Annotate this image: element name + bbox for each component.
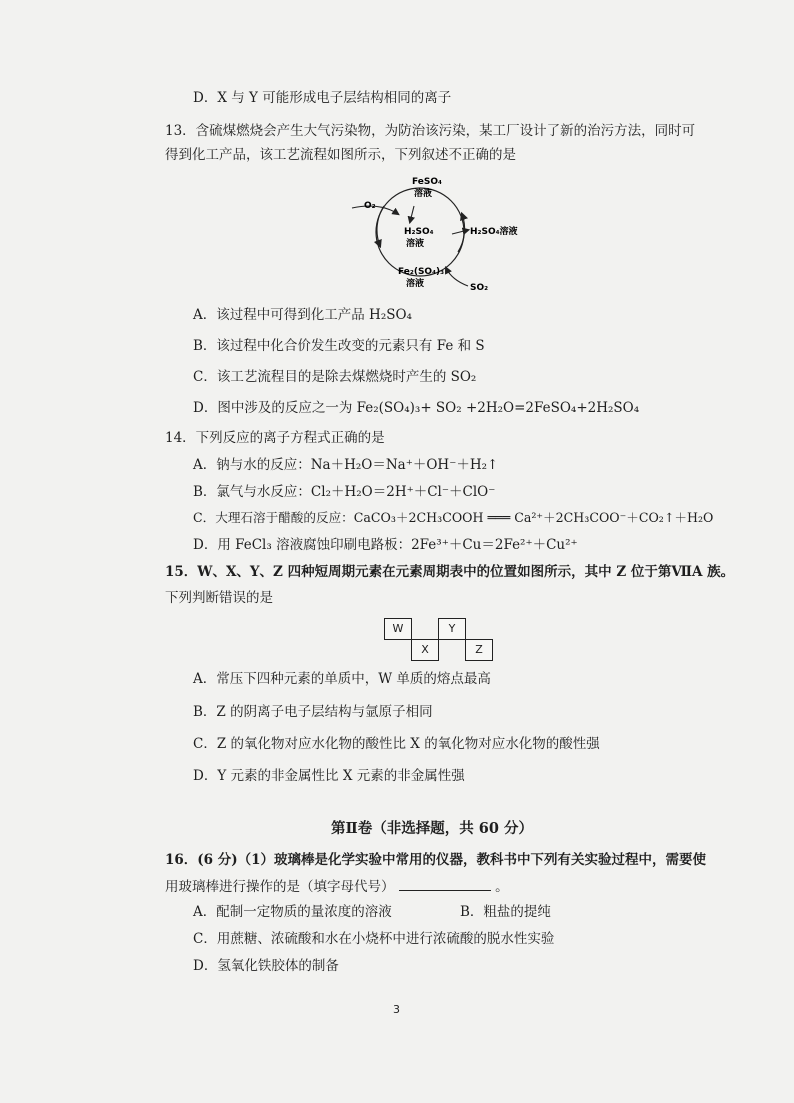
q12-option-d: D．X 与 Y 可能形成电子层结构相同的离子 bbox=[193, 90, 452, 106]
label-fe2so43-2: 溶液 bbox=[406, 279, 425, 289]
cycle-arrow-left bbox=[377, 206, 384, 246]
q14-option-b: B．氯气与水反应：Cl₂＋H₂O＝2H⁺＋Cl⁻＋ClO⁻ bbox=[193, 484, 496, 500]
q16-stem-text: 用玻璃棒进行操作的是（填字母代号） bbox=[165, 879, 395, 895]
q13-stem-line1: 13．含硫煤燃烧会产生大气污染物，为防治该污染，某工厂设计了新的治污方法，同时可 bbox=[165, 123, 696, 139]
q13-option-a: A．该过程中可得到化工产品 H₂SO₄ bbox=[193, 307, 412, 323]
label-feso4-2: 溶液 bbox=[414, 189, 433, 199]
label-h2so4-inner-2: 溶液 bbox=[406, 239, 425, 249]
h2so4-output-arrow bbox=[452, 230, 468, 234]
q16-option-a: A．配制一定物质的量浓度的溶液 bbox=[193, 904, 392, 920]
q16-stem-line1: 16．(6 分)（1）玻璃棒是化学实验中常用的仪器，教科书中下列有关实验过程中，需要使 bbox=[165, 852, 707, 868]
q13-option-d: D．图中涉及的反应之一为 Fe₂(SO₄)₃+ SO₂ +2H₂O=2FeSO₄+2H₂SO₄ bbox=[193, 400, 640, 416]
q16-option-b: B．粗盐的提纯 bbox=[460, 904, 551, 920]
label-o2: O₂ bbox=[364, 201, 376, 211]
cell-w: W bbox=[384, 618, 412, 640]
q15-stem-line1: 15．W、X、Y、Z 四种短周期元素在元素周期表中的位置如图所示，其中 Z 位于第ⅦA 族。 bbox=[165, 564, 735, 580]
q15-option-d: D．Y 元素的非金属性比 X 元素的非金属性强 bbox=[193, 768, 465, 784]
cell-z: Z bbox=[465, 639, 493, 661]
q15-stem-line2: 下列判断错误的是 bbox=[165, 590, 273, 606]
q15-option-b: B．Z 的阴离子电子层结构与氩原子相同 bbox=[193, 704, 433, 720]
section-2-title: 第Ⅱ卷（非选择题，共 60 分） bbox=[331, 820, 533, 837]
cell-x: X bbox=[411, 639, 439, 661]
q14-option-c: C．大理石溶于醋酸的反应：CaCO₃＋2CH₃COOH ═══ Ca²⁺＋2CH₃COO⁻＋CO₂↑＋H₂O bbox=[193, 510, 714, 525]
cell-y: Y bbox=[438, 618, 466, 640]
label-fe2so43-1: Fe₂(SO₄)₃ bbox=[398, 267, 445, 277]
q14-stem: 14．下列反应的离子方程式正确的是 bbox=[165, 430, 385, 446]
q16-option-d: D．氢氧化铁胶体的制备 bbox=[193, 958, 339, 974]
q16-option-c: C．用蔗糖、浓硫酸和水在小烧杯中进行浓硫酸的脱水性实验 bbox=[193, 931, 555, 947]
q15-option-c: C．Z 的氧化物对应水化物的酸性比 X 的氧化物对应水化物的酸性强 bbox=[193, 736, 600, 752]
page-number: 3 bbox=[393, 1003, 400, 1016]
q14-option-a: A．钠与水的反应：Na＋H₂O＝Na⁺＋OH⁻＋H₂↑ bbox=[193, 457, 499, 473]
process-cycle-diagram bbox=[340, 168, 540, 296]
label-h2so4-output: H₂SO₄溶液 bbox=[470, 227, 518, 237]
label-so2: SO₂ bbox=[470, 283, 489, 293]
inner-arrow bbox=[410, 206, 414, 222]
q14-option-d: D．用 FeCl₃ 溶液腐蚀印刷电路板：2Fe³⁺＋Cu＝2Fe²⁺＋Cu²⁺ bbox=[193, 537, 578, 553]
so2-arrow bbox=[446, 268, 468, 286]
q13-option-b: B．该过程中化合价发生改变的元素只有 Fe 和 S bbox=[193, 338, 485, 354]
q16-stem-end: 。 bbox=[495, 879, 509, 895]
answer-blank[interactable] bbox=[399, 877, 491, 891]
q15-option-a: A．常压下四种元素的单质中，W 单质的熔点最高 bbox=[193, 671, 491, 687]
label-h2so4-inner-1: H₂SO₄ bbox=[404, 227, 434, 237]
q13-stem-line2: 得到化工产品，该工艺流程如图所示，下列叙述不正确的是 bbox=[165, 147, 516, 163]
label-feso4-1: FeSO₄ bbox=[412, 177, 442, 187]
q13-option-c: C．该工艺流程目的是除去煤燃烧时产生的 SO₂ bbox=[193, 369, 477, 385]
q16-stem-line2 bbox=[165, 877, 509, 896]
